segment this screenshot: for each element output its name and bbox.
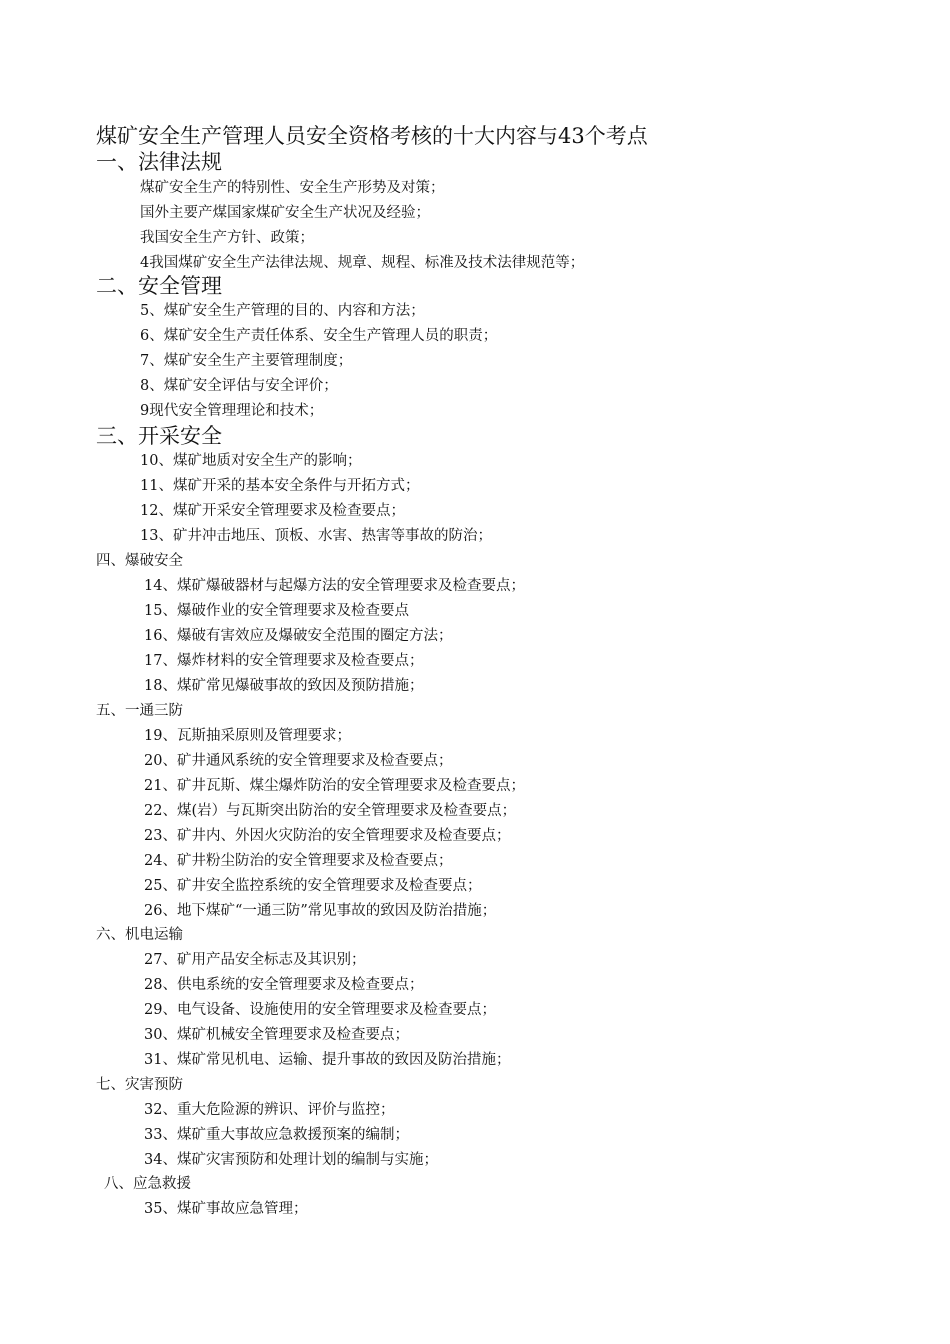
section-heading-safety-management: 二、安全管理 (96, 274, 222, 298)
section-heading-mining-safety: 三、开采安全 (96, 424, 222, 448)
list-item: 21、矿井瓦斯、煤尘爆炸防治的安全管理要求及检查要点； (144, 778, 525, 794)
list-item: 煤矿安全生产的特别性、安全生产形势及对策； (140, 180, 445, 196)
list-item: 27、矿用产品安全标志及其识别； (144, 952, 366, 968)
list-item: 11、煤矿开采的基本安全条件与开拓方式； (140, 478, 420, 494)
list-item: 32、重大危险源的辨识、评价与监控； (144, 1102, 395, 1118)
section-heading-electromechanical: 六、机电运输 (96, 927, 183, 943)
list-item: 23、矿井内、外因火灾防治的安全管理要求及检查要点； (144, 828, 511, 844)
list-item: 31、煤矿常见机电、运输、提升事故的致因及防治措施； (144, 1052, 511, 1068)
section-heading-laws: 一、法律法规 (96, 150, 222, 174)
document-title: 煤矿安全生产管理人员安全资格考核的十大内容与43个考点 (96, 124, 648, 148)
list-item: 10、煤矿地质对安全生产的影响； (140, 453, 362, 469)
list-item: 33、煤矿重大事故应急救援预案的编制； (144, 1127, 409, 1143)
list-item: 6、煤矿安全生产责任体系、安全生产管理人员的职责； (140, 328, 498, 344)
list-item: 4我国煤矿安全生产法律法规、规章、规程、标准及技术法律规范等； (140, 255, 585, 271)
list-item: 12、煤矿开采安全管理要求及检查要点； (140, 503, 405, 519)
section-heading-blasting-safety: 四、爆破安全 (96, 553, 183, 569)
list-item: 7、煤矿安全生产主要管理制度； (140, 353, 353, 369)
list-item: 24、矿井粉尘防治的安全管理要求及检查要点； (144, 853, 453, 869)
list-item: 15、爆破作业的安全管理要求及检查要点 (144, 603, 409, 619)
list-item: 5、煤矿安全生产管理的目的、内容和方法； (140, 303, 425, 319)
list-item: 18、煤矿常见爆破事故的致因及预防措施； (144, 678, 424, 694)
list-item: 8、煤矿安全评估与安全评价； (140, 378, 338, 394)
section-heading-emergency-rescue: 八、应急救援 (104, 1176, 191, 1192)
section-heading-disaster-prevention: 七、灾害预防 (96, 1077, 183, 1093)
list-item: 国外主要产煤国家煤矿安全生产状况及经验； (140, 205, 430, 221)
section-heading-ventilation: 五、一通三防 (96, 703, 183, 719)
list-item: 14、煤矿爆破器材与起爆方法的安全管理要求及检查要点； (144, 578, 525, 594)
list-item: 25、矿井安全监控系统的安全管理要求及检查要点； (144, 878, 482, 894)
list-item: 13、矿井冲击地压、顶板、水害、热害等事故的防治； (140, 528, 492, 544)
list-item: 26、地下煤矿“一通三防”常见事故的致因及防治措施； (144, 903, 497, 919)
list-item: 29、电气设备、设施使用的安全管理要求及检查要点； (144, 1002, 496, 1018)
list-item: 22、煤(岩）与瓦斯突出防治的安全管理要求及检查要点； (144, 803, 517, 819)
list-item: 16、爆破有害效应及爆破安全范围的圈定方法； (144, 628, 453, 644)
list-item: 我国安全生产方针、政策； (140, 230, 314, 246)
list-item: 9现代安全管理理论和技术； (140, 403, 324, 419)
list-item: 34、煤矿灾害预防和处理计划的编制与实施； (144, 1152, 438, 1168)
list-item: 30、煤矿机械安全管理要求及检查要点； (144, 1027, 409, 1043)
list-item: 19、瓦斯抽采原则及管理要求； (144, 728, 351, 744)
list-item: 35、煤矿事故应急管理； (144, 1201, 308, 1217)
list-item: 28、供电系统的安全管理要求及检查要点； (144, 977, 424, 993)
list-item: 20、矿井通风系统的安全管理要求及检查要点； (144, 753, 453, 769)
list-item: 17、爆炸材料的安全管理要求及检查要点； (144, 653, 424, 669)
